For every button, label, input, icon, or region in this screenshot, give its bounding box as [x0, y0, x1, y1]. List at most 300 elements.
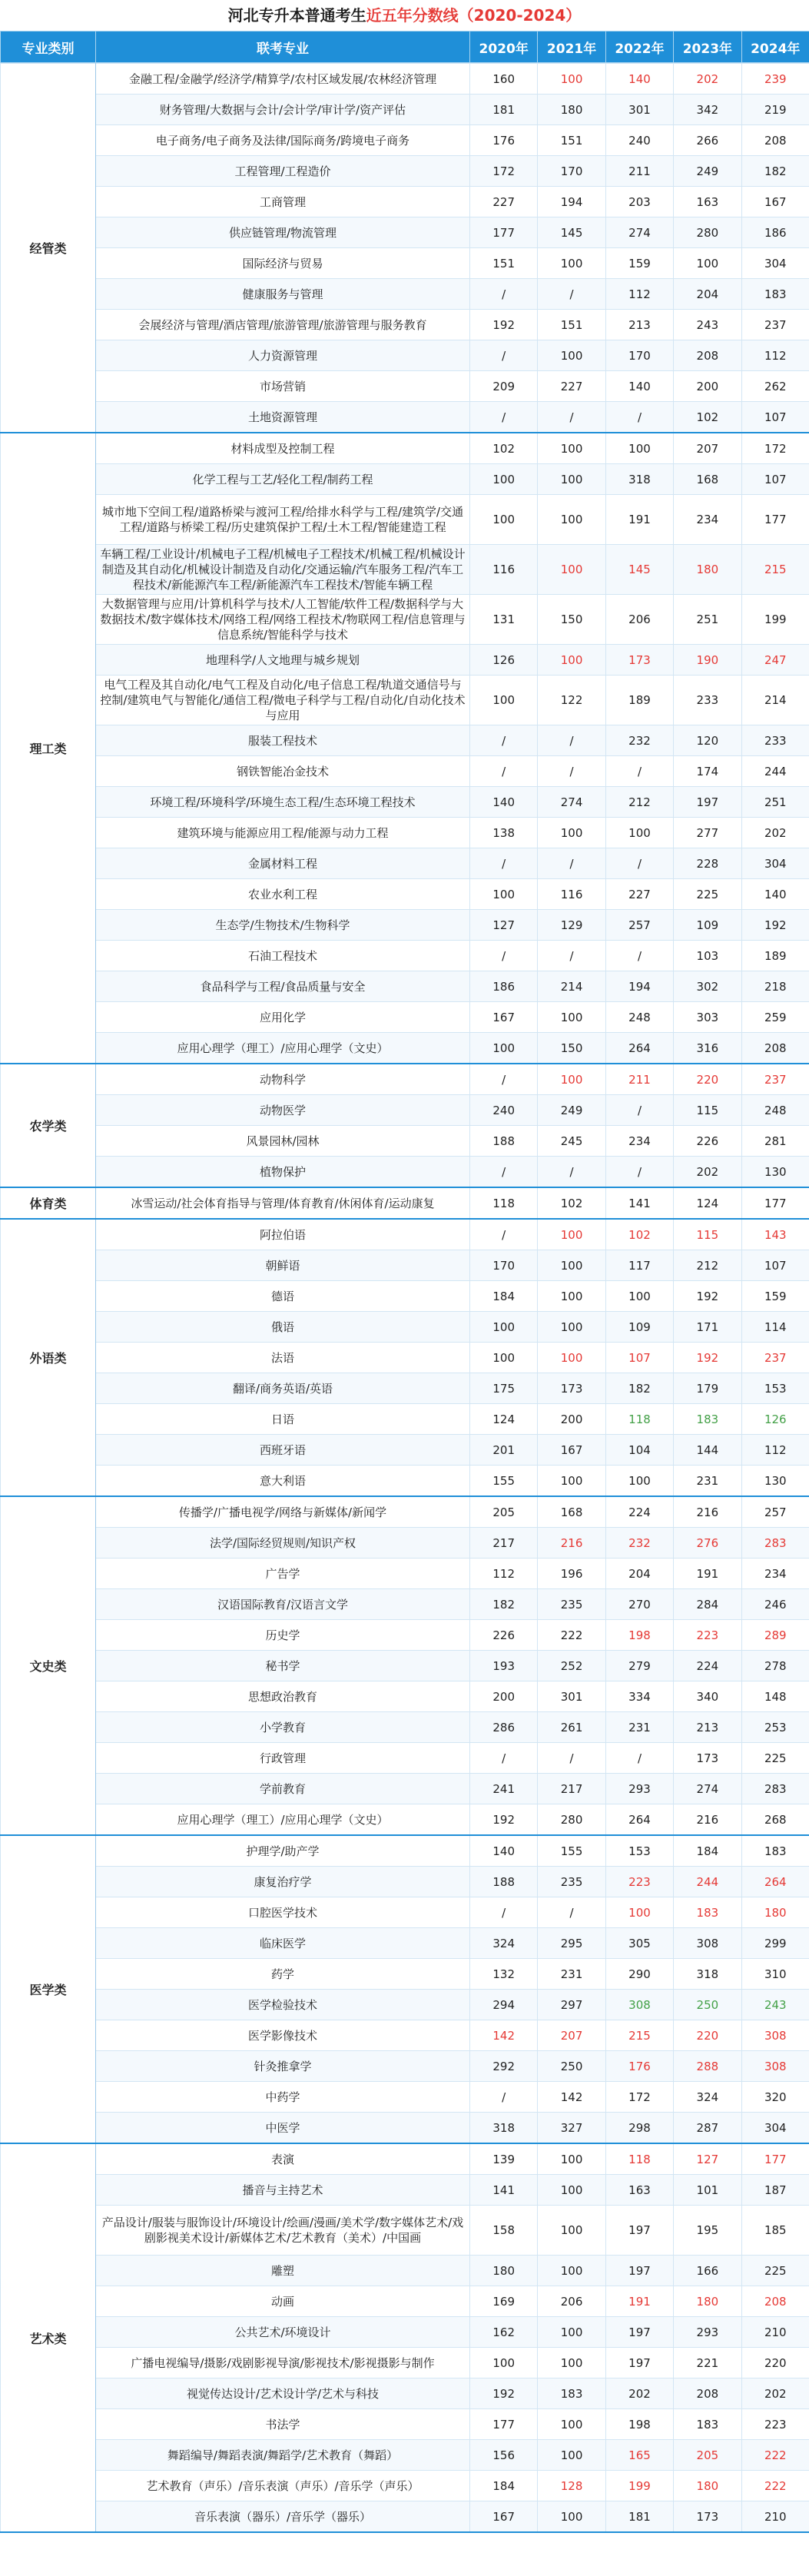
score-2022: 202: [605, 2378, 673, 2409]
score-2022: 173: [605, 645, 673, 676]
major-cell: 冰雪运动/社会体育指导与管理/体育教育/休闲体育/运动康复: [96, 1187, 470, 1219]
score-2021: 245: [538, 1126, 605, 1157]
score-2023: 276: [674, 1528, 741, 1559]
score-2024: 208: [741, 1033, 809, 1064]
score-2020: 139: [470, 2143, 538, 2175]
score-2020: 160: [470, 64, 538, 95]
score-2020: 102: [470, 433, 538, 464]
score-2021: 145: [538, 217, 605, 248]
score-2020: 205: [470, 1496, 538, 1528]
score-2021: 235: [538, 1867, 605, 1897]
score-2020: 138: [470, 818, 538, 848]
score-2021: /: [538, 402, 605, 433]
table-row: [1, 1496, 809, 1528]
category-group: [1, 433, 809, 1064]
score-2020: 131: [470, 595, 538, 645]
score-2020: 118: [470, 1187, 538, 1219]
table-row: [1, 156, 809, 187]
score-2021: 142: [538, 2082, 605, 2113]
major-cell: 建筑环境与能源应用工程/能源与动力工程: [96, 818, 470, 848]
score-2022: 204: [605, 1559, 673, 1589]
score-2022: 194: [605, 971, 673, 1002]
table-row: [1, 495, 809, 545]
table-row: [1, 433, 809, 464]
score-2023: 168: [674, 464, 741, 495]
score-2022: 100: [605, 818, 673, 848]
score-2020: 201: [470, 1435, 538, 1466]
score-2020: 126: [470, 645, 538, 676]
major-cell: 医学影像技术: [96, 2020, 470, 2051]
header-2024: 2024年: [741, 32, 809, 63]
score-2020: 292: [470, 2051, 538, 2082]
score-2022: 104: [605, 1435, 673, 1466]
score-2022: 264: [605, 1804, 673, 1836]
major-cell: 中药学: [96, 2082, 470, 2113]
score-2022: 199: [605, 2471, 673, 2501]
table-row: [1, 1589, 809, 1620]
table-row: [1, 402, 809, 433]
score-2023: 120: [674, 725, 741, 756]
score-2023: 207: [674, 433, 741, 464]
score-2021: 235: [538, 1589, 605, 1620]
major-cell: 国际经济与贸易: [96, 248, 470, 279]
table-row: [1, 2206, 809, 2256]
score-2021: 217: [538, 1774, 605, 1804]
score-2023: 101: [674, 2175, 741, 2206]
major-cell: 广告学: [96, 1559, 470, 1589]
major-cell: 钢铁智能冶金技术: [96, 756, 470, 787]
table-row: [1, 1404, 809, 1435]
score-2022: 197: [605, 2317, 673, 2348]
score-2023: 226: [674, 1126, 741, 1157]
table-row: [1, 1281, 809, 1312]
major-cell: 市场营销: [96, 371, 470, 402]
score-2022: 270: [605, 1589, 673, 1620]
score-2024: 215: [741, 545, 809, 595]
table-row: [1, 1095, 809, 1126]
score-2021: 100: [538, 2143, 605, 2175]
score-2024: 253: [741, 1712, 809, 1743]
major-cell: 金属材料工程: [96, 848, 470, 879]
score-2021: 183: [538, 2378, 605, 2409]
major-cell: 翻译/商务英语/英语: [96, 1373, 470, 1404]
score-2022: 227: [605, 879, 673, 910]
score-2023: 274: [674, 1774, 741, 1804]
score-2022: 206: [605, 595, 673, 645]
score-2022: /: [605, 1743, 673, 1774]
table-row: [1, 1219, 809, 1250]
score-2021: 214: [538, 971, 605, 1002]
table-row: [1, 340, 809, 371]
table-row: [1, 1373, 809, 1404]
major-cell: 风景园林/园林: [96, 1126, 470, 1157]
score-2021: 196: [538, 1559, 605, 1589]
score-2021: 128: [538, 2471, 605, 2501]
major-cell: 音乐表演（器乐）/音乐学（器乐）: [96, 2501, 470, 2533]
score-2021: 274: [538, 787, 605, 818]
score-2024: 264: [741, 1867, 809, 1897]
score-2022: 191: [605, 495, 673, 545]
table-row: [1, 217, 809, 248]
score-2022: 170: [605, 340, 673, 371]
header-2020: 2020年: [470, 32, 538, 63]
category-cell: 外语类: [1, 1219, 96, 1496]
major-cell: 口腔医学技术: [96, 1897, 470, 1928]
score-2024: 278: [741, 1651, 809, 1681]
major-cell: 农业水利工程: [96, 879, 470, 910]
table-row: [1, 1712, 809, 1743]
major-cell: 俄语: [96, 1312, 470, 1343]
table-row: [1, 187, 809, 217]
score-2022: 301: [605, 95, 673, 125]
score-2022: 231: [605, 1712, 673, 1743]
major-cell: 植物保护: [96, 1157, 470, 1188]
header-category: 专业类别: [1, 32, 96, 63]
score-2020: 177: [470, 2409, 538, 2440]
score-2024: 239: [741, 64, 809, 95]
score-2024: 219: [741, 95, 809, 125]
table-row: [1, 2440, 809, 2471]
score-2022: 140: [605, 371, 673, 402]
major-cell: 会展经济与管理/酒店管理/旅游管理/旅游管理与服务教育: [96, 310, 470, 340]
table-row: [1, 910, 809, 941]
table-row: [1, 64, 809, 95]
score-2020: 167: [470, 2501, 538, 2533]
major-cell: 传播学/广播电视学/网络与新媒体/新闻学: [96, 1496, 470, 1528]
score-2024: 244: [741, 756, 809, 787]
score-2022: 232: [605, 725, 673, 756]
table-row: [1, 2082, 809, 2113]
score-2021: /: [538, 848, 605, 879]
major-cell: 环境工程/环境科学/环境生态工程/生态环境工程技术: [96, 787, 470, 818]
table-row: [1, 1897, 809, 1928]
score-2023: 127: [674, 2143, 741, 2175]
score-2020: 169: [470, 2286, 538, 2317]
score-2023: 183: [674, 2409, 741, 2440]
score-2023: 249: [674, 156, 741, 187]
category-group: [1, 1219, 809, 1496]
table-row: [1, 371, 809, 402]
title-highlight: 近五年分数线（2020-2024）: [366, 6, 582, 25]
score-2023: 234: [674, 495, 741, 545]
score-2020: /: [470, 1897, 538, 1928]
score-2023: 192: [674, 1281, 741, 1312]
score-2021: 280: [538, 1804, 605, 1836]
table-row: [1, 1867, 809, 1897]
table-row: [1, 2501, 809, 2533]
score-2022: 153: [605, 1835, 673, 1867]
score-2024: 210: [741, 2501, 809, 2533]
major-cell: 行政管理: [96, 1743, 470, 1774]
score-2022: 102: [605, 1219, 673, 1250]
score-2020: /: [470, 1219, 538, 1250]
score-2021: 100: [538, 2348, 605, 2378]
score-2020: 188: [470, 1126, 538, 1157]
score-2021: 100: [538, 1466, 605, 1497]
score-2020: /: [470, 725, 538, 756]
score-2020: 192: [470, 2378, 538, 2409]
major-cell: 书法学: [96, 2409, 470, 2440]
score-2022: 176: [605, 2051, 673, 2082]
score-2020: 100: [470, 1312, 538, 1343]
score-2024: 308: [741, 2020, 809, 2051]
category-cell: 经管类: [1, 64, 96, 433]
score-2021: 249: [538, 1095, 605, 1126]
score-2020: 192: [470, 1804, 538, 1836]
major-cell: 阿拉伯语: [96, 1219, 470, 1250]
major-cell: 动画: [96, 2286, 470, 2317]
score-2022: 197: [605, 2348, 673, 2378]
major-cell: 电子商务/电子商务及法律/国际商务/跨境电子商务: [96, 125, 470, 156]
major-cell: 视觉传达设计/艺术设计学/艺术与科技: [96, 2378, 470, 2409]
table-row: [1, 1774, 809, 1804]
score-2023: 243: [674, 310, 741, 340]
page-title: [0, 0, 809, 31]
category-cell: 文史类: [1, 1496, 96, 1835]
score-2022: 165: [605, 2440, 673, 2471]
score-2024: 210: [741, 2317, 809, 2348]
score-2023: 228: [674, 848, 741, 879]
score-2021: /: [538, 1157, 605, 1188]
score-2021: 100: [538, 818, 605, 848]
score-2023: 216: [674, 1804, 741, 1836]
score-2024: 310: [741, 1959, 809, 1990]
score-2020: 100: [470, 676, 538, 725]
major-cell: 康复治疗学: [96, 1867, 470, 1897]
score-2021: 100: [538, 645, 605, 676]
score-2023: 324: [674, 2082, 741, 2113]
score-2024: 304: [741, 848, 809, 879]
table-row: [1, 645, 809, 676]
table-row: [1, 1804, 809, 1836]
table-row: [1, 2051, 809, 2082]
score-2021: 102: [538, 1187, 605, 1219]
major-cell: 表演: [96, 2143, 470, 2175]
major-cell: 医学检验技术: [96, 1990, 470, 2020]
score-2020: 180: [470, 2256, 538, 2286]
table-row: [1, 1681, 809, 1712]
table-row: [1, 95, 809, 125]
score-2022: 189: [605, 676, 673, 725]
category-group: [1, 1835, 809, 2143]
table-row: [1, 595, 809, 645]
score-2020: 142: [470, 2020, 538, 2051]
major-cell: 石油工程技术: [96, 941, 470, 971]
score-2022: 334: [605, 1681, 673, 1712]
major-cell: 车辆工程/工业设计/机械电子工程/机械电子工程技术/机械工程/机械设计制造及其自动化/机械设计制造及自动化/交通运输/汽车服务工程/汽车工程技术/新能源汽车工程/新能源汽车工程技术/智能车辆工程: [96, 545, 470, 595]
score-2020: /: [470, 1064, 538, 1095]
score-2022: 198: [605, 2409, 673, 2440]
score-2021: 100: [538, 545, 605, 595]
score-2023: 308: [674, 1928, 741, 1959]
score-2021: 100: [538, 248, 605, 279]
score-2023: 233: [674, 676, 741, 725]
score-2023: 225: [674, 879, 741, 910]
score-2022: 215: [605, 2020, 673, 2051]
score-2023: 100: [674, 248, 741, 279]
score-2022: 308: [605, 1990, 673, 2020]
major-cell: 产品设计/服装与服饰设计/环境设计/绘画/漫画/美术学/数字媒体艺术/戏剧影视美术设计/新媒体艺术/艺术教育（美术）/中国画: [96, 2206, 470, 2256]
score-2024: 289: [741, 1620, 809, 1651]
score-2020: 167: [470, 1002, 538, 1033]
score-2023: 202: [674, 64, 741, 95]
major-cell: 生态学/生物技术/生物科学: [96, 910, 470, 941]
score-2023: 208: [674, 2378, 741, 2409]
table-row: [1, 1959, 809, 1990]
major-cell: 播音与主持艺术: [96, 2175, 470, 2206]
score-2024: 222: [741, 2440, 809, 2471]
score-2020: 140: [470, 787, 538, 818]
score-2024: 159: [741, 1281, 809, 1312]
score-2022: 145: [605, 545, 673, 595]
score-table: [0, 31, 809, 63]
score-2023: 204: [674, 279, 741, 310]
score-2021: 200: [538, 1404, 605, 1435]
score-2024: 130: [741, 1466, 809, 1497]
score-2022: 181: [605, 2501, 673, 2533]
score-2022: 279: [605, 1651, 673, 1681]
major-cell: 朝鲜语: [96, 1250, 470, 1281]
score-2021: 100: [538, 2317, 605, 2348]
score-2024: 208: [741, 125, 809, 156]
table-row: [1, 848, 809, 879]
score-2022: 290: [605, 1959, 673, 1990]
table-row: [1, 1835, 809, 1867]
score-2024: 130: [741, 1157, 809, 1188]
score-2020: 156: [470, 2440, 538, 2471]
score-2024: 187: [741, 2175, 809, 2206]
score-2022: 232: [605, 1528, 673, 1559]
score-2024: 208: [741, 2286, 809, 2317]
score-2022: 248: [605, 1002, 673, 1033]
score-2023: 144: [674, 1435, 741, 1466]
score-2024: 186: [741, 217, 809, 248]
table-row: [1, 818, 809, 848]
score-2022: 211: [605, 1064, 673, 1095]
score-2024: 112: [741, 1435, 809, 1466]
score-2022: 117: [605, 1250, 673, 1281]
score-2021: 155: [538, 1835, 605, 1867]
table-row: [1, 1928, 809, 1959]
category-group: [1, 64, 809, 433]
score-2024: 177: [741, 2143, 809, 2175]
score-2023: 184: [674, 1835, 741, 1867]
score-2024: 182: [741, 156, 809, 187]
major-cell: 工程管理/工程造价: [96, 156, 470, 187]
score-2023: 250: [674, 1990, 741, 2020]
score-2023: 293: [674, 2317, 741, 2348]
score-2023: 163: [674, 187, 741, 217]
score-2021: 295: [538, 1928, 605, 1959]
table-row: [1, 1033, 809, 1064]
score-2021: 207: [538, 2020, 605, 2051]
score-2024: 243: [741, 1990, 809, 2020]
score-2021: 261: [538, 1712, 605, 1743]
score-2021: 180: [538, 95, 605, 125]
table-row: [1, 1312, 809, 1343]
score-2020: 172: [470, 156, 538, 187]
major-cell: 土地资源管理: [96, 402, 470, 433]
score-2023: 202: [674, 1157, 741, 1188]
table-row: [1, 2471, 809, 2501]
score-2024: 308: [741, 2051, 809, 2082]
score-2020: 116: [470, 545, 538, 595]
score-2022: 118: [605, 1404, 673, 1435]
score-2021: 222: [538, 1620, 605, 1651]
score-2023: 288: [674, 2051, 741, 2082]
score-2022: /: [605, 848, 673, 879]
major-cell: 健康服务与管理: [96, 279, 470, 310]
score-2024: 153: [741, 1373, 809, 1404]
major-cell: 汉语国际教育/汉语言文学: [96, 1589, 470, 1620]
major-cell: 思想政治教育: [96, 1681, 470, 1712]
score-2020: 184: [470, 1281, 538, 1312]
score-2023: 103: [674, 941, 741, 971]
score-2024: 304: [741, 2113, 809, 2144]
table-row: [1, 1250, 809, 1281]
table-row: [1, 279, 809, 310]
score-2022: 197: [605, 2206, 673, 2256]
score-2021: 100: [538, 1343, 605, 1373]
score-2021: 151: [538, 310, 605, 340]
score-2024: 189: [741, 941, 809, 971]
table-row: [1, 2317, 809, 2348]
score-2024: 172: [741, 433, 809, 464]
score-2020: 200: [470, 1681, 538, 1712]
score-2022: 234: [605, 1126, 673, 1157]
score-2024: 167: [741, 187, 809, 217]
score-2020: 100: [470, 1033, 538, 1064]
score-2024: 257: [741, 1496, 809, 1528]
score-2024: 114: [741, 1312, 809, 1343]
score-2021: /: [538, 941, 605, 971]
score-2020: /: [470, 941, 538, 971]
score-2023: 183: [674, 1897, 741, 1928]
score-2020: /: [470, 756, 538, 787]
score-2024: 237: [741, 1343, 809, 1373]
score-2024: 143: [741, 1219, 809, 1250]
score-2021: 100: [538, 1219, 605, 1250]
score-2022: /: [605, 1157, 673, 1188]
score-2024: 268: [741, 1804, 809, 1836]
category-cell: 农学类: [1, 1064, 96, 1187]
score-2022: 198: [605, 1620, 673, 1651]
score-2024: 259: [741, 1002, 809, 1033]
score-2021: 100: [538, 1281, 605, 1312]
score-2021: 168: [538, 1496, 605, 1528]
score-2023: 190: [674, 645, 741, 676]
score-2021: /: [538, 1897, 605, 1928]
score-2020: 294: [470, 1990, 538, 2020]
score-2021: 100: [538, 1002, 605, 1033]
header-2023: 2023年: [674, 32, 741, 63]
table-row: [1, 2378, 809, 2409]
score-2024: 177: [741, 1187, 809, 1219]
score-2021: 100: [538, 2501, 605, 2533]
score-2020: 100: [470, 464, 538, 495]
major-cell: 学前教育: [96, 1774, 470, 1804]
major-cell: 材料成型及控制工程: [96, 433, 470, 464]
table-row: [1, 248, 809, 279]
score-2022: 112: [605, 279, 673, 310]
header-row: [1, 32, 809, 63]
score-2021: 301: [538, 1681, 605, 1712]
table-row: [1, 787, 809, 818]
score-2023: 197: [674, 787, 741, 818]
score-2024: 262: [741, 371, 809, 402]
category-group: [1, 1496, 809, 1835]
score-2024: 202: [741, 2378, 809, 2409]
